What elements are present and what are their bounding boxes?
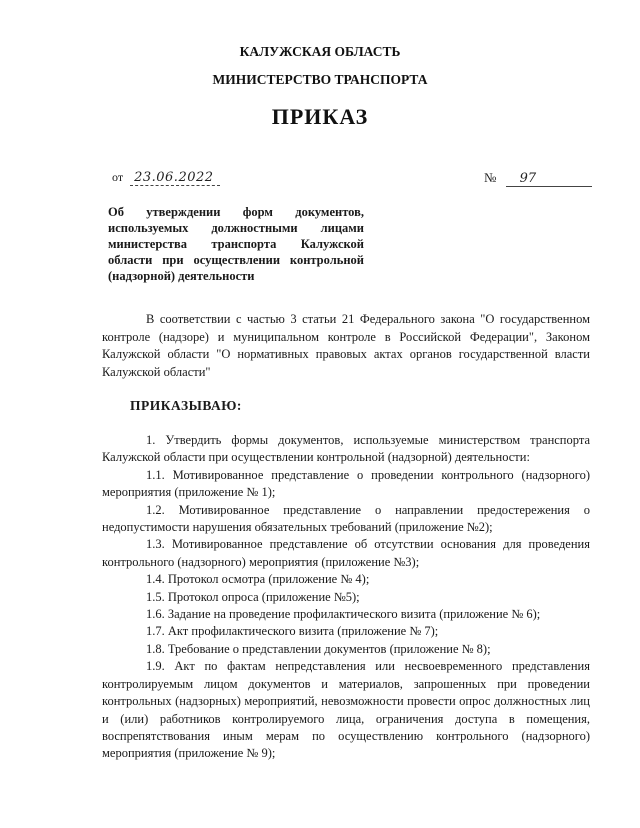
order-item: 1.9. Акт по фактам непредставления или несвоевременного представления контролируемым лицом документов и материалов, запрошенных при проведении контрольных (надзорных) мероприятий, невозможности провести опрос должностных лиц и (или) работников контролируемого лица, ограничения доступа в помещения, воспрепятствования иным мерам по осуществлению контрольного (надзорного) мероприятия (приложение № 9); — [102, 659, 590, 761]
order-item: 1.7. Акт профилактического визита (приложение № 7); — [146, 624, 439, 639]
order-item: 1.3. Мотивированное представление об отсутствии основания для проведения контрольного (надзорного) мероприятия (приложение №3); — [102, 537, 590, 569]
number-value: 97 — [506, 171, 592, 187]
order-directive: ПРИКАЗЫВАЮ: — [130, 398, 242, 413]
order-item: 1. Утвердить формы документов, используемые министерством транспорта Калужской области при осуществлении контрольной (надзорной) деятельности: — [102, 433, 590, 465]
region-title: КАЛУЖСКАЯ ОБЛАСТЬ — [239, 44, 401, 59]
number-label: № — [484, 170, 497, 185]
document-type-title: ПРИКАЗ — [271, 104, 369, 129]
ministry-title: МИНИСТЕРСТВО ТРАНСПОРТА — [212, 72, 428, 87]
order-item: 1.2. Мотивированное представление о направлении предостережения о недопустимости нарушения обязательных требований (приложение №2); — [102, 502, 590, 535]
date-label: от — [112, 170, 124, 184]
order-subject: Об утверждении форм документов, используемых должностными лицами министерства транспорта Калужской области при осуществлении контрольной (надзорной) деятельности — [108, 205, 364, 283]
preamble-paragraph: В соответствии с частью 3 статьи 21 Федерального закона "О государственном контроле (надзоре) и муниципальном контроле в Российской Федерации", Законом Калужской области "О нормативных правовых актах органов государственной власти Калужской области" — [102, 312, 590, 379]
order-items — [102, 432, 590, 763]
order-item: 1.6. Задание на проведение профилактического визита (приложение № 6); — [146, 607, 541, 622]
date-value: 23.06.2022 — [130, 170, 219, 186]
order-item: 1.5. Протокол опроса (приложение №5); — [146, 589, 360, 604]
order-item: 1.1. Мотивированное представление о проведении контрольного (надзорного) мероприятия (приложение № 1); — [102, 467, 590, 500]
order-item: 1.4. Протокол осмотра (приложение № 4); — [146, 572, 370, 587]
number-row — [484, 170, 592, 187]
order-item: 1.8. Требование о представлении документов (приложение № 8); — [146, 641, 491, 656]
date-row — [112, 170, 220, 186]
